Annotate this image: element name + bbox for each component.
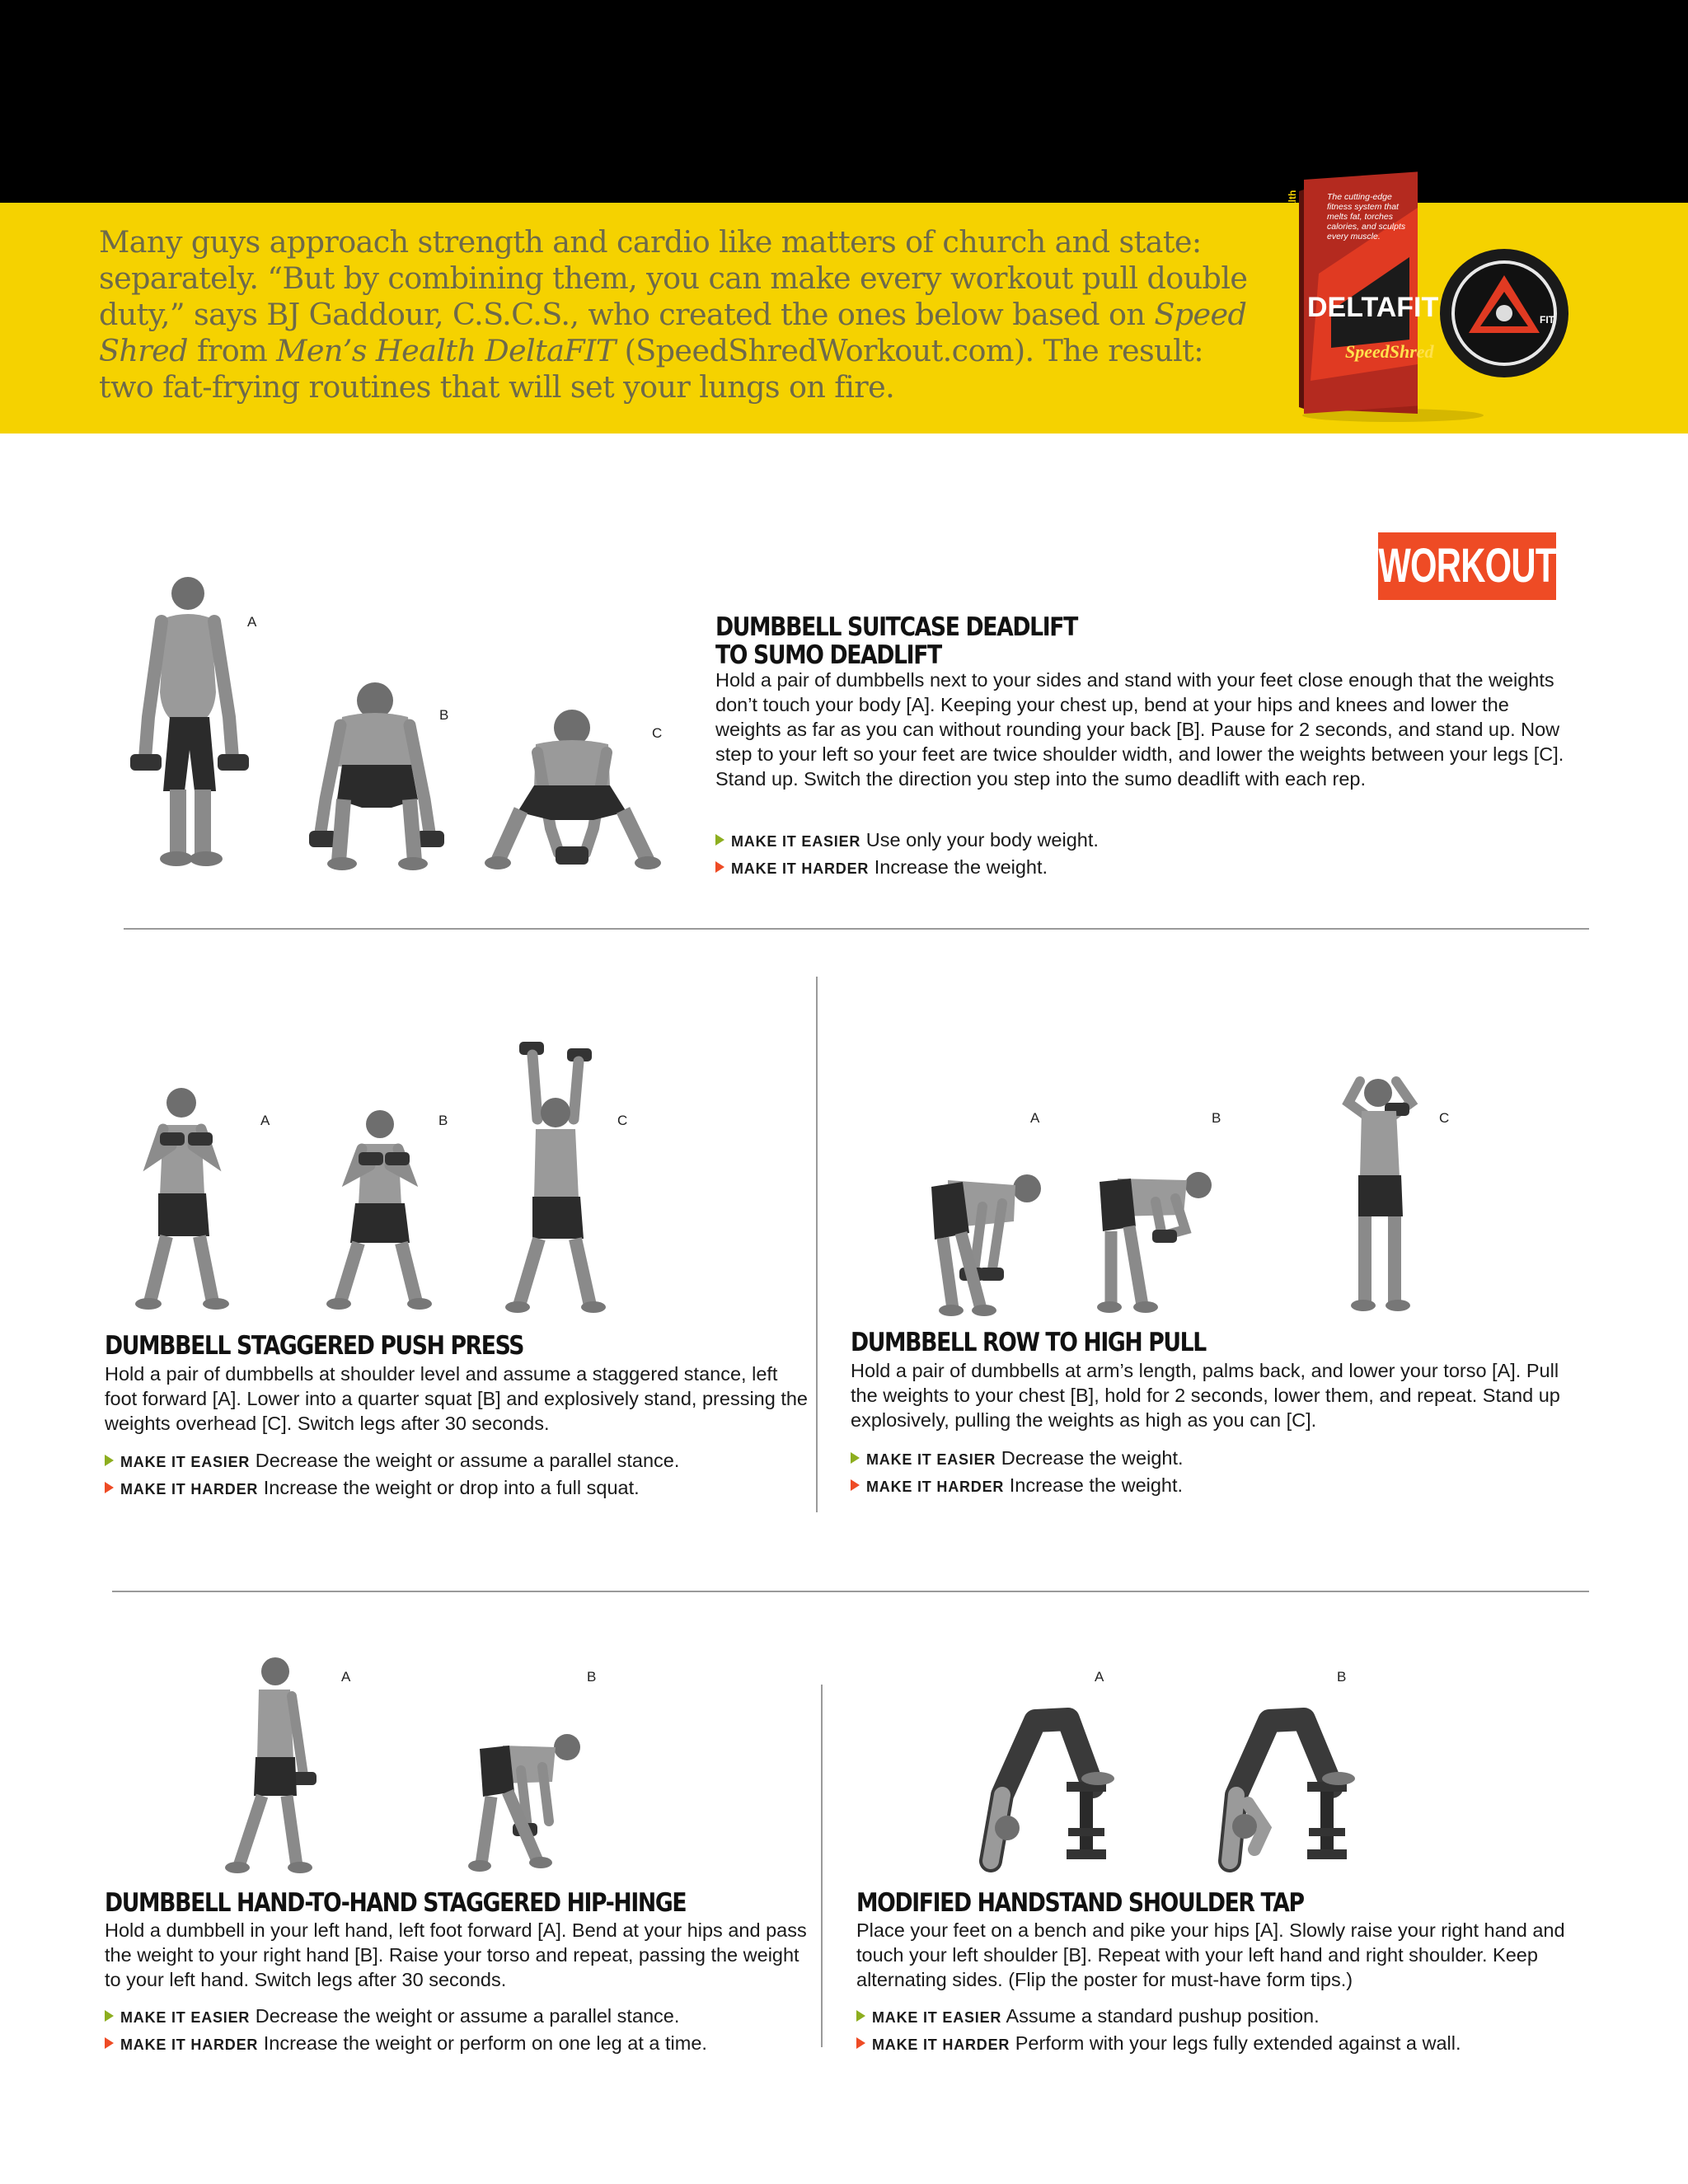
column-divider-1 <box>816 977 818 1512</box>
exercise1-figure-a <box>124 569 256 874</box>
red-triangle-icon <box>105 1482 114 1493</box>
exercise3-title: DUMBBELL ROW TO HIGH PULL <box>851 1328 1206 1357</box>
exercise5-tips <box>856 2004 1461 2058</box>
exercise1-figure-c <box>486 705 659 874</box>
red-triangle-icon <box>851 1479 860 1491</box>
exercise4-harder: MAKE IT HARDER Increase the weight or perform on one leg at a time. <box>105 2031 707 2058</box>
divider-2 <box>112 1591 1589 1592</box>
exercise2-title: DUMBBELL STAGGERED PUSH PRESS <box>105 1331 524 1361</box>
product-tagline: The cutting-edge fitness system that melts fat, torches calories, and sculpts every muscle. <box>1327 192 1406 241</box>
exercise4-title: DUMBBELL HAND-TO-HAND STAGGERED HIP-HINGE <box>105 1888 687 1918</box>
exercise4-step-b-label: B <box>587 1669 597 1685</box>
svg-text:DELTAFIT: DELTAFIT <box>1307 292 1439 323</box>
red-triangle-icon <box>856 2037 865 2049</box>
deltafit-product-image <box>1287 175 1591 422</box>
exercise3-easier: MAKE IT EASIER Decrease the weight. <box>851 1446 1184 1473</box>
red-triangle-icon <box>715 861 724 873</box>
workout-b-badge: WORKOUT B <box>1378 532 1556 600</box>
exercise2-step-c-label: C <box>617 1113 628 1128</box>
exercise2-step-b-label: B <box>438 1113 448 1128</box>
svg-text:SpeedShred: SpeedShred <box>1345 341 1434 362</box>
exercise3-figure-c <box>1335 1070 1426 1317</box>
exercise3-step-b-label: B <box>1212 1110 1221 1126</box>
exercise3-harder: MAKE IT HARDER Increase the weight. <box>851 1473 1184 1500</box>
column-divider-2 <box>821 1685 823 2047</box>
exercise1-title: DUMBBELL SUITCASE DEADLIFT TO SUMO DEADLIFT <box>715 612 1077 670</box>
exercise1-step-b-label: B <box>439 707 449 723</box>
exercise5-harder: MAKE IT HARDER Perform with your legs fully extended against a wall. <box>856 2031 1461 2058</box>
green-triangle-icon <box>105 1455 114 1466</box>
exercise2-harder: MAKE IT HARDER Increase the weight or drop into a full squat. <box>105 1475 679 1502</box>
exercise4-figure-a <box>221 1652 320 1878</box>
exercise2-easier: MAKE IT EASIER Decrease the weight or assume a parallel stance. <box>105 1448 679 1475</box>
green-triangle-icon <box>105 2010 114 2022</box>
exercise2-tips <box>105 1448 679 1502</box>
green-triangle-icon <box>851 1452 860 1464</box>
divider-1 <box>124 928 1589 930</box>
exercise5-description: Place your feet on a bench and pike your hips [A]. Slowly raise your right hand and touch your left shoulder [B]. Repeat with your left hand and right shoulder. Keep alternating sides. (Flip the poster for must-have form tips.) <box>856 1919 1565 1990</box>
exercise1-figure-b <box>309 676 449 874</box>
intro-paragraph: Many guys approach strength and cardio like matters of church and state: separately. “But by combining them, you can make every workout pull double duty,” says BJ Gaddour, C.S.C.S., who created the ones below based on Speed Shred from Men’s Health DeltaFIT (SpeedShredWorkout.com). The result: two fat-frying routines that will set your lungs on fire. <box>99 224 1248 405</box>
exercise3-step-a-label: A <box>1030 1110 1040 1126</box>
exercise5-step-b-label: B <box>1337 1669 1347 1685</box>
red-triangle-icon <box>105 2037 114 2049</box>
exercise2-figure-c <box>504 1037 612 1317</box>
exercise5-title: MODIFIED HANDSTAND SHOULDER TAP <box>856 1888 1304 1918</box>
exercise2-figure-a <box>130 1080 237 1315</box>
exercise5-easier: MAKE IT EASIER Assume a standard pushup position. <box>856 2004 1461 2031</box>
exercise2-figure-b <box>326 1104 433 1315</box>
exercise4-step-a-label: A <box>341 1669 351 1685</box>
exercise1-easier: MAKE IT EASIER Use only your body weight. <box>715 827 1099 855</box>
exercise1-step-c-label: C <box>652 725 663 741</box>
exercise4-tips <box>105 2004 707 2058</box>
exercise3-description: Hold a pair of dumbbells at arm’s length, palms back, and lower your torso [A]. Pull the weights to your chest [B], hold for 2 seconds, lower them, and repeat. Stand up explosively, pulling the weights as high as you can [C]. <box>851 1360 1560 1431</box>
green-triangle-icon <box>715 834 724 846</box>
green-triangle-icon <box>856 2010 865 2022</box>
exercise3-step-c-label: C <box>1439 1110 1450 1126</box>
svg-text:FIT: FIT <box>1540 314 1554 326</box>
exercise4-figure-b <box>470 1729 585 1877</box>
exercise3-figure-b <box>1093 1160 1217 1317</box>
exercise2-description: Hold a pair of dumbbells at shoulder level and assume a staggered stance, left foot forward [A]. Lower into a quarter squat [B] and explosively stand, pressing the weights overhead [C]. Switch legs after 30 seconds. <box>105 1363 808 1434</box>
exercise1-harder: MAKE IT HARDER Increase the weight. <box>715 855 1099 882</box>
exercise4-easier: MAKE IT EASIER Decrease the weight or assume a parallel stance. <box>105 2004 707 2031</box>
exercise5-figure-b <box>1212 1704 1368 1869</box>
exercise1-step-a-label: A <box>247 614 257 630</box>
exercise3-figure-a <box>923 1170 1047 1319</box>
svg-text:MensHealth: MensHealth <box>1287 190 1298 246</box>
exercise1-description: Hold a pair of dumbbells next to your sides and stand with your feet close enough that the weights don’t touch your body [A]. Keeping your chest up, bend at your hips and knees and lower the weights as far as you can without rounding your back [B]. Pause for 2 seconds, and stand up. Now step to your left so your feet are twice shoulder width, and lower the weights between your legs [C]. Stand up. Switch the direction you step into the sumo deadlift with each rep. <box>715 669 1564 790</box>
exercise5-step-a-label: A <box>1095 1669 1104 1685</box>
exercise3-tips <box>851 1446 1184 1500</box>
top-black-band <box>0 0 1688 203</box>
exercise2-step-a-label: A <box>260 1113 270 1128</box>
exercise1-tips <box>715 827 1099 882</box>
exercise4-description: Hold a dumbbell in your left hand, left foot forward [A]. Bend at your hips and pass the weight to your right hand [B]. Raise your torso and repeat, passing the weight to your left hand. Switch legs after 30 seconds. <box>105 1919 807 1990</box>
exercise5-figure-a <box>969 1704 1118 1869</box>
